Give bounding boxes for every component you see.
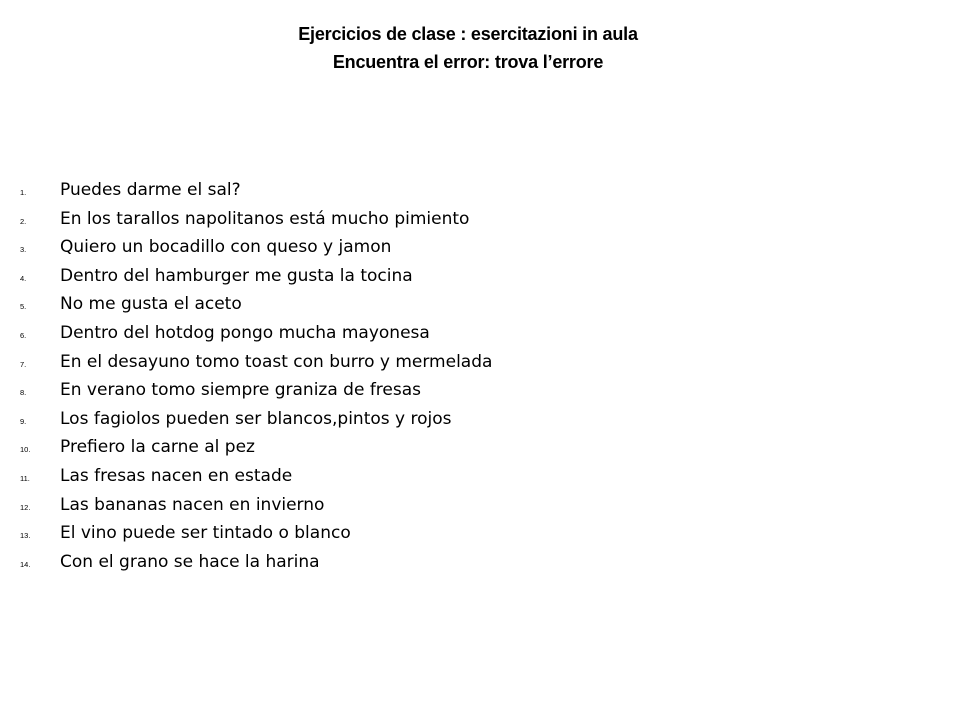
item-text: En los tarallos napolitanos está mucho pimiento xyxy=(60,208,470,229)
item-number: 3. xyxy=(20,245,27,255)
item-number: 14. xyxy=(20,559,31,569)
item-number: 1. xyxy=(20,188,27,197)
list-item xyxy=(20,352,492,381)
item-text: Puedes darme el sal? xyxy=(60,180,241,200)
item-text: No me gusta el aceto xyxy=(60,294,242,315)
list-item xyxy=(20,294,492,323)
item-number: 12. xyxy=(20,502,31,512)
item-number: 6. xyxy=(20,330,27,340)
list-item xyxy=(20,266,492,295)
item-number: 8. xyxy=(20,388,27,398)
item-number: 13. xyxy=(20,531,31,541)
title-line-2: Encuentra el error: trova l’errore xyxy=(332,52,604,72)
list-item xyxy=(20,237,492,266)
list-item xyxy=(20,437,492,466)
item-text: Quiero un bocadillo con queso y jamon xyxy=(60,237,392,258)
item-text: Con el grano se hace la harina xyxy=(60,551,320,572)
list-item xyxy=(20,209,492,238)
title-line-1: Ejercicios de clase : esercitazioni in aula xyxy=(298,24,638,44)
list-item xyxy=(20,409,492,438)
item-text: Las fresas nacen en estade xyxy=(60,465,293,486)
list-item xyxy=(20,495,492,524)
list-item xyxy=(20,180,492,209)
item-text: En el desayuno tomo toast con burro y mermelada xyxy=(60,351,493,372)
list-item xyxy=(20,380,492,409)
item-number: 7. xyxy=(20,359,27,369)
list-item xyxy=(20,466,492,495)
item-text: El vino puede ser tintado o blanco xyxy=(60,523,351,544)
item-number: 9. xyxy=(20,416,27,426)
item-number: 5. xyxy=(20,302,27,312)
item-text: Las bananas nacen en invierno xyxy=(60,494,325,515)
list-item xyxy=(20,323,492,352)
item-text: En verano tomo siempre graniza de fresas xyxy=(60,380,422,401)
item-text: Dentro del hotdog pongo mucha mayonesa xyxy=(60,322,430,343)
item-text: Prefiero la carne al pez xyxy=(60,437,255,458)
item-number: 4. xyxy=(20,273,27,283)
item-number: 2. xyxy=(20,216,27,226)
slide-title xyxy=(0,20,936,76)
item-text: Dentro del hamburger me gusta la tocina xyxy=(60,265,413,286)
list-item xyxy=(20,552,492,581)
list-item xyxy=(20,523,492,552)
item-number: 10. xyxy=(20,445,31,455)
item-text: Los fagiolos pueden ser blancos,pintos y rojos xyxy=(60,408,452,429)
item-number: 11. xyxy=(20,473,30,483)
exercise-list xyxy=(20,180,492,580)
